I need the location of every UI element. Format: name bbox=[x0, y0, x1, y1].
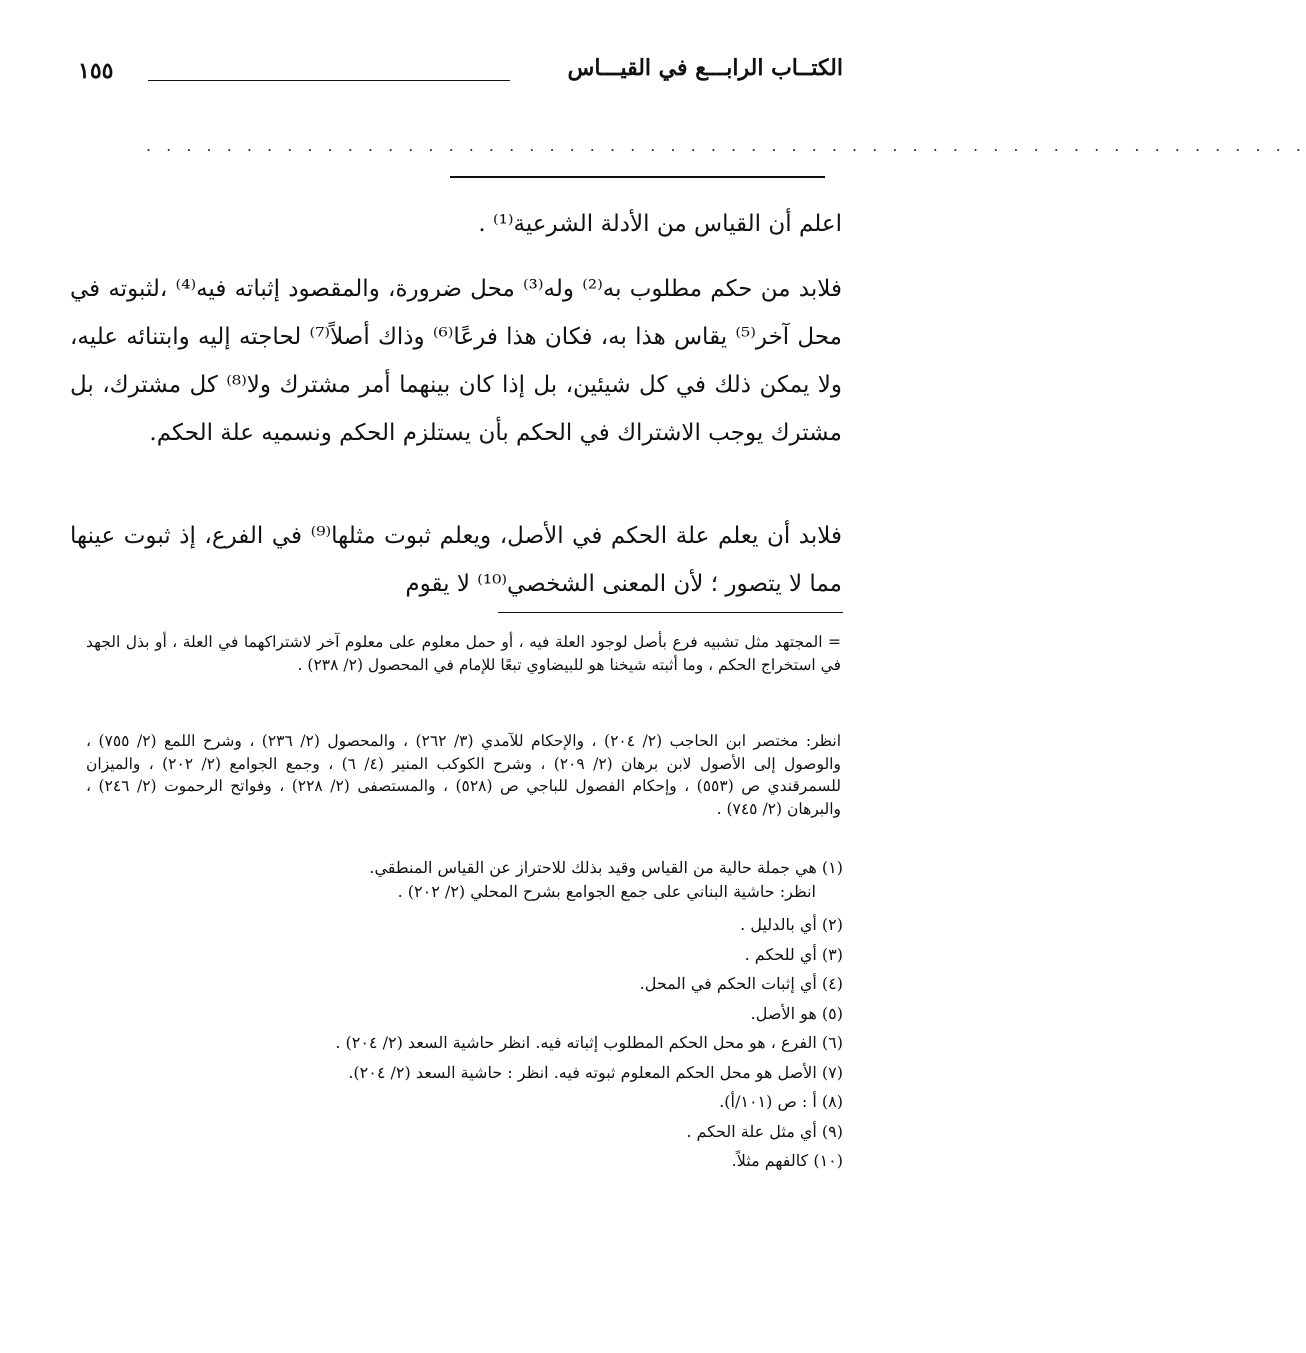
ellipsis-dots: . . . . . . . . . . . . . . . . . . . . . . . . . . . . . . . . . . . . . . . . . . . . . . . . . . . . . . . . . . bbox=[146, 136, 1306, 155]
footnote-continuation: = المجتهد مثل تشبيه فرع بأصل لوجود العلة فيه ، أو حمل معلوم على معلوم آخر لاشتراكهما في العلة ، أو بذل الجهد في استخراج الحكم ، وما أثبته شيخنا هو للبيضاوي تبعًا للإمام في المحصول (٢/ ٢٣٨) . bbox=[86, 633, 841, 674]
paragraph-3: فلابد أن يعلم علة الحكم في الأصل، ويعلم ثبوت مثلها⁽⁹⁾ في الفرع، إذ ثبوت عينها مما لا يتصور ؛ لأن المعنى الشخصي⁽¹⁰⁾ لا يقوم bbox=[70, 523, 842, 597]
footnote-1: (١) هي جملة حالية من القياس وقيد بذلك للاحتراز عن القياس المنطقي. bbox=[369, 858, 843, 877]
footnote-6: (٦) الفرع ، هو محل الحكم المطلوب إثباته فيه. انظر حاشية السعد (٢/ ٢٠٤) . bbox=[335, 1033, 843, 1052]
footnote-2: (٢) أي بالدليل . bbox=[740, 915, 843, 934]
header-rule bbox=[148, 80, 510, 81]
page-number: ١٥٥ bbox=[78, 58, 114, 84]
footnote-7: (٧) الأصل هو محل الحكم المعلوم ثبوته فيه. انظر : حاشية السعد (٢/ ٢٠٤). bbox=[348, 1062, 843, 1082]
footnote-9: (٩) أي مثل علة الحكم . bbox=[686, 1121, 843, 1141]
paragraph-2: فلابد من حكم مطلوب به⁽²⁾ وله⁽³⁾ محل ضرورة، والمقصود إثباته فيه⁽⁴⁾ ،لثبوته في محل آخر⁽⁵⁾ يقاس هذا به، فكان هذا فرعًا⁽⁶⁾ وذاك أصلاً⁽⁷⁾ لحاجته إليه وابتنائه عليه، ولا يمكن ذلك في كل شيئين، بل إذا كان بينهما أمر مشترك ولا⁽⁸⁾ كل مشترك، بل مشترك يوجب الاشتراك في الحكم بأن يستلزم الحكم ونسميه علة الحكم. bbox=[70, 276, 843, 446]
footnote-1-reference: انظر: حاشية البناني على جمع الجوامع بشرح المحلي (٢/ ٢٠٢) . bbox=[397, 882, 816, 901]
footnote-8: (٨) أ : ص (١٠١/أ). bbox=[719, 1092, 843, 1111]
running-header-title: الكتــاب الرابـــع في القيـــاس bbox=[567, 55, 843, 81]
text-separator-rule bbox=[450, 176, 825, 178]
footnote-separator-rule bbox=[498, 612, 843, 613]
footnote-5: (٥) هو الأصل. bbox=[750, 1003, 843, 1023]
paragraph-1: اعلم أن القياس من الأدلة الشرعية⁽¹⁾ . bbox=[478, 211, 842, 237]
footnote-4: (٤) أي إثبات الحكم في المحل. bbox=[639, 974, 843, 993]
footnote-references: انظر: مختصر ابن الحاجب (٢/ ٢٠٤) ، والإحكام للآمدي (٣/ ٢٦٢) ، والمحصول (٢/ ٢٣٦) ، وشرح اللمع (٢/ ٧٥٥) ، والوصول إلى الأصول لابن برهان (٢/ ٢٠٩) ، وشرح الكوكب المنير (٤/ ٦) ، وجمع الجوامع (٢/ ٢٠٢) ، والميزان للسمرقندي ص (٥٥٣) ، وإحكام الفصول للباجي ص (٥٢٨) ، والمستصفى (٢/ ٢٢٨) ، وفواتح الرحموت (٢/ ٢٤٦) ، والبرهان (٢/ ٧٤٥) . bbox=[86, 732, 841, 818]
footnote-list bbox=[83, 856, 843, 1176]
footnote-3: (٣) أي للحكم . bbox=[744, 944, 843, 964]
footnote-10: (١٠) كالفهم مثلاً. bbox=[731, 1151, 843, 1170]
